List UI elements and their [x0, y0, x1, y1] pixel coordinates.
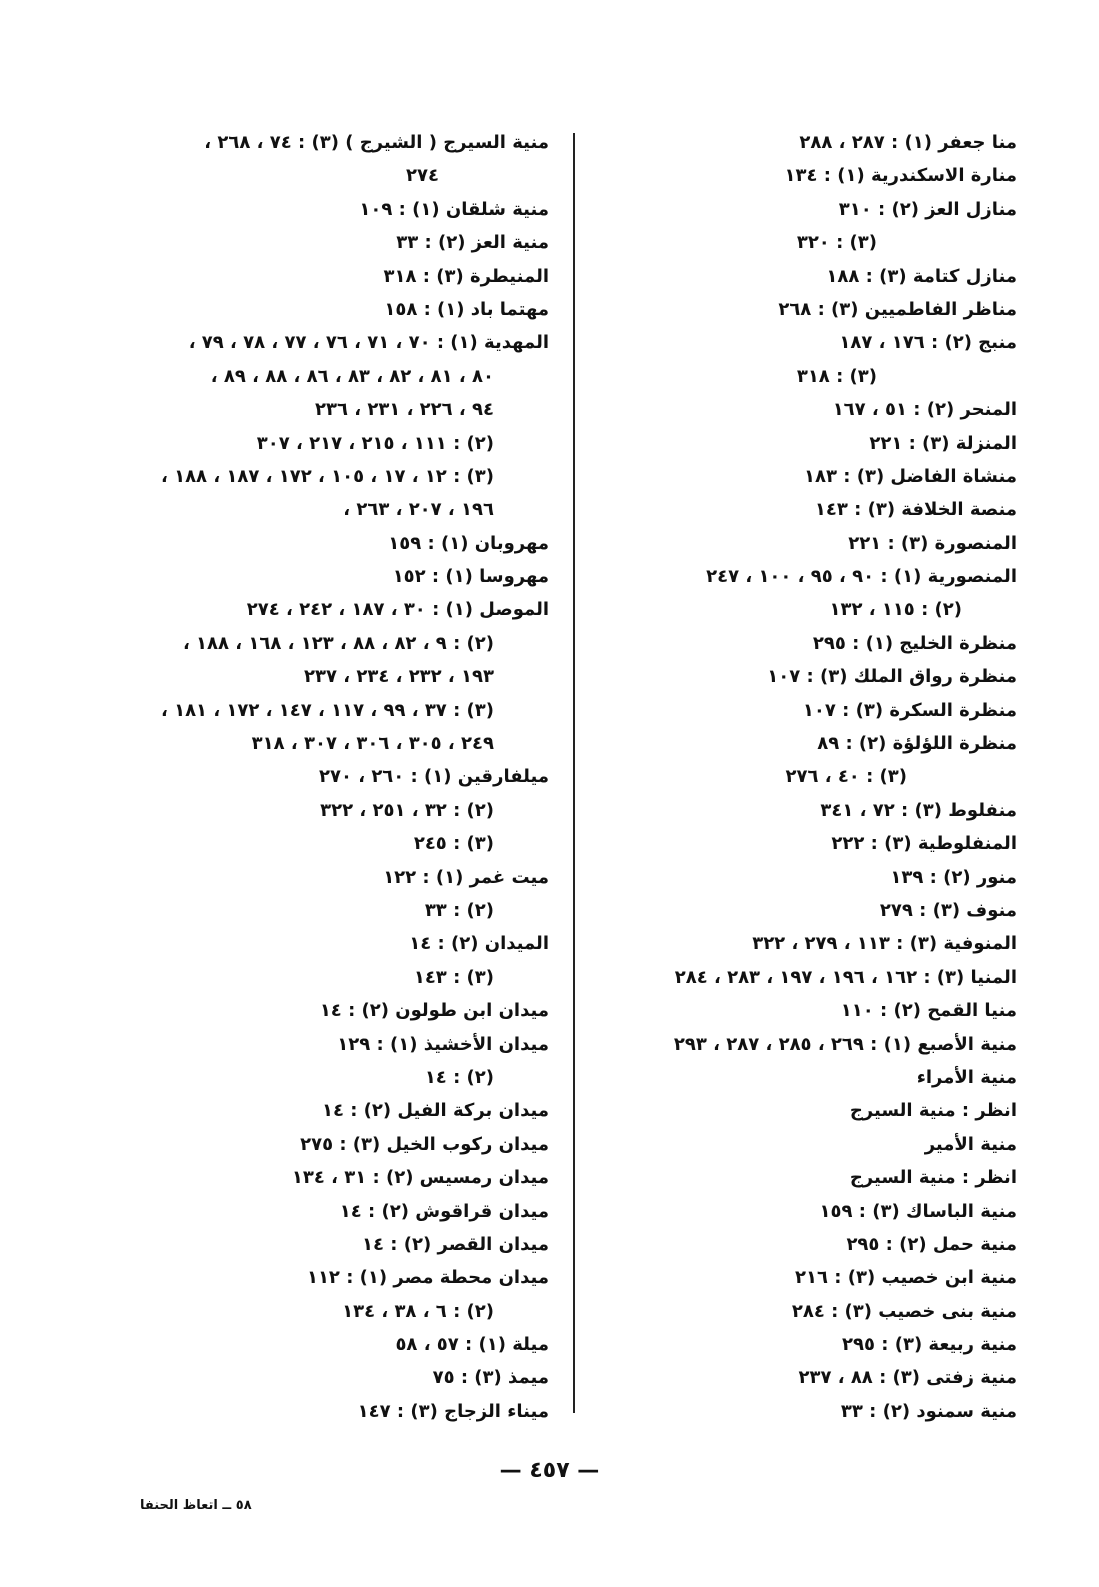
- index-entry: ميدان الأخشيذ (١) : ١٢٩: [337, 1033, 549, 1055]
- index-entry: (٢) : ١١٥ ، ١٣٢: [829, 599, 962, 621]
- index-entry: ٩٤ ، ٢٢٦ ، ٢٣١ ، ٢٣٦: [314, 399, 494, 421]
- index-entry: منية زفتى (٣) : ٨٨ ، ٢٣٧: [798, 1367, 1017, 1389]
- index-entry: ميناء الزجاج (٣) : ١٤٧: [357, 1400, 549, 1422]
- index-entry: منية ربيعة (٣) : ٢٩٥: [842, 1334, 1017, 1356]
- index-entry: منازل كتامة (٣) : ١٨٨: [826, 265, 1017, 287]
- index-entry: (٢) : ٦ ، ٣٨ ، ١٣٤: [342, 1300, 494, 1322]
- index-entry: المنصورية (١) : ٩٠ ، ٩٥ ، ١٠٠ ، ٢٤٧: [706, 566, 1017, 588]
- index-entry: ميدان رمسيس (٢) : ٣١ ، ١٣٤: [291, 1167, 549, 1189]
- index-entry: منية الأمراء: [916, 1066, 1017, 1088]
- index-entry: منوف (٣) : ٢٧٩: [879, 899, 1017, 921]
- index-entry: (٢) : ٣٢ ، ٢٥١ ، ٣٢٢: [320, 799, 494, 821]
- index-entry: منشاة الفاضل (٣) : ١٨٣: [804, 465, 1017, 487]
- index-entry: ميدان ركوب الخيل (٣) : ٢٧٥: [300, 1133, 549, 1155]
- index-entry: ميلة (١) : ٥٧ ، ٥٨: [395, 1334, 549, 1356]
- index-entry: ميدان محطة مصر (١) : ١١٢: [306, 1267, 549, 1289]
- index-entry: ميلفارقين (١) : ٢٦٠ ، ٢٧٠: [318, 766, 549, 788]
- index-entry: ميدان ابن طولون (٢) : ١٤: [319, 1000, 549, 1022]
- index-entry: منية شلقان (١) : ١٠٩: [359, 198, 549, 220]
- page-number: — ٤٥٧ —: [499, 1458, 600, 1483]
- index-entry: منظرة اللؤلؤة (٢) : ٨٩: [817, 733, 1017, 755]
- index-entry: (٣) : ٣٧ ، ٩٩ ، ١١٧ ، ١٤٧ ، ١٧٢ ، ١٨١ ،: [160, 699, 494, 721]
- index-entry: منية العز (٢) : ٣٣: [396, 232, 549, 254]
- index-entry: (٢) : ١٤: [424, 1066, 494, 1088]
- index-entry: المنفلوطية (٣) : ٢٢٢: [831, 833, 1017, 855]
- index-entry: ميدان القصر (٢) : ١٤: [362, 1233, 549, 1255]
- index-entry: المهدية (١) : ٧٠ ، ٧١ ، ٧٦ ، ٧٧ ، ٧٨ ، ٧٩ ،: [188, 332, 549, 354]
- index-entry: (٢) : ١١١ ، ٢١٥ ، ٢١٧ ، ٣٠٧: [256, 432, 494, 454]
- index-entry: منية الأصبع (١) : ٢٦٩ ، ٢٨٥ ، ٢٨٧ ، ٢٩٣: [673, 1033, 1017, 1055]
- index-entry: (٢) : ٣٣: [424, 899, 494, 921]
- index-entry: منية الأمير: [924, 1133, 1017, 1155]
- index-entry: مهتما باد (١) : ١٥٨: [384, 298, 549, 320]
- index-entry: ميدان بركة الفيل (٢) : ١٤: [321, 1100, 549, 1122]
- index-entry: (٣) : ٢٤٥: [413, 833, 494, 855]
- index-entry: منا جعفر (١) : ٢٨٧ ، ٢٨٨: [799, 132, 1017, 153]
- index-entry: انظر : منية السيرج: [849, 1100, 1017, 1122]
- index-entry: منارة الاسكندرية (١) : ١٣٤: [784, 165, 1017, 187]
- index-entry: مهروبان (١) : ١٥٩: [388, 532, 549, 554]
- index-entry: (٣) : ١٤٣: [413, 966, 494, 988]
- index-entry: ١٩٦ ، ٢٠٧ ، ٢٦٣ ،: [343, 499, 494, 521]
- index-entry: المنيا (٣) : ١٦٢ ، ١٩٦ ، ١٩٧ ، ٢٨٣ ، ٢٨٤: [674, 966, 1017, 988]
- index-entry: منصة الخلافة (٣) : ١٤٣: [814, 499, 1017, 521]
- index-column-left: [4, 126, 549, 1428]
- index-entry: منيا القمح (٢) : ١١٠: [840, 1000, 1017, 1022]
- index-entry: (٣) : ١٢ ، ١٧ ، ١٠٥ ، ١٧٢ ، ١٨٧ ، ١٨٨ ،: [160, 465, 494, 487]
- index-entry: منية ابن خصيب (٣) : ٢١٦: [795, 1267, 1017, 1289]
- index-entry: منية الباساك (٣) : ١٥٩: [819, 1200, 1017, 1222]
- index-entry: منية حمل (٢) : ٢٩٥: [846, 1233, 1017, 1255]
- index-column-right: [537, 126, 1017, 1428]
- index-entry: منفلوط (٣) : ٧٢ ، ٣٤١: [820, 799, 1017, 821]
- index-entry: المنيطرة (٣) : ٣١٨: [383, 265, 549, 287]
- index-entry: مهروسا (١) : ١٥٢: [392, 566, 549, 588]
- index-entry: (٣) : ٣١٨: [796, 365, 877, 387]
- index-entry: مناظر الفاطميين (٣) : ٢٦٨: [778, 298, 1017, 320]
- index-entry: ميدان قراقوش (٢) : ١٤: [339, 1200, 549, 1222]
- index-entry: ١٩٣ ، ٢٣٢ ، ٢٣٤ ، ٢٣٧: [304, 666, 494, 688]
- index-entry: منية السيرج ( الشيرج ) (٣) : ٧٤ ، ٢٦٨ ،: [204, 132, 549, 153]
- index-entry: ٢٧٤: [406, 165, 439, 187]
- index-entry: انظر : منية السيرج: [849, 1167, 1017, 1189]
- index-entry: المنزلة (٣) : ٢٢١: [869, 432, 1017, 454]
- column-divider: [573, 133, 575, 1413]
- index-entry: (٢) : ٩ ، ٨٢ ، ٨٨ ، ١٢٣ ، ١٦٨ ، ١٨٨ ،: [182, 632, 494, 654]
- index-entry: منبج (٢) : ١٧٦ ، ١٨٧: [839, 332, 1017, 354]
- index-entry: منظرة رواق الملك (٣) : ١٠٧: [767, 666, 1017, 688]
- index-entry: ٨٠ ، ٨١ ، ٨٢ ، ٨٣ ، ٨٦ ، ٨٨ ، ٨٩ ،: [210, 365, 494, 387]
- index-entry: ميت غمر (١) : ١٢٢: [383, 866, 549, 888]
- index-entry: منية سمنود (٢) : ٣٣: [840, 1400, 1017, 1422]
- index-entry: منية بنى خصيب (٣) : ٢٨٤: [791, 1300, 1017, 1322]
- index-entry: المنحر (٢) : ٥١ ، ١٦٧: [832, 399, 1017, 421]
- index-entry: منظرة الخليج (١) : ٢٩٥: [812, 632, 1017, 654]
- index-entry: المنوفية (٣) : ١١٣ ، ٢٧٩ ، ٣٢٢: [752, 933, 1017, 955]
- index-entry: (٣) : ٤٠ ، ٢٧٦: [785, 766, 907, 788]
- index-entry: ميمذ (٣) : ٧٥: [432, 1367, 549, 1389]
- index-entry: المنصورة (٣) : ٢٢١: [848, 532, 1017, 554]
- index-entry: منازل العز (٢) : ٣١٠: [838, 198, 1017, 220]
- index-entry: الميدان (٢) : ١٤: [409, 933, 549, 955]
- index-entry: منظرة السكرة (٣) : ١٠٧: [802, 699, 1017, 721]
- index-entry: (٣) : ٣٢٠: [796, 232, 877, 254]
- index-entry: منور (٢) : ١٣٩: [890, 866, 1017, 888]
- footer-signature: ٥٨ ــ اتعاظ الحنفا: [140, 1498, 252, 1513]
- index-entry: الموصل (١) : ٣٠ ، ١٨٧ ، ٢٤٢ ، ٢٧٤: [246, 599, 549, 621]
- index-entry: ٢٤٩ ، ٣٠٥ ، ٣٠٦ ، ٣٠٧ ، ٣١٨: [251, 733, 494, 755]
